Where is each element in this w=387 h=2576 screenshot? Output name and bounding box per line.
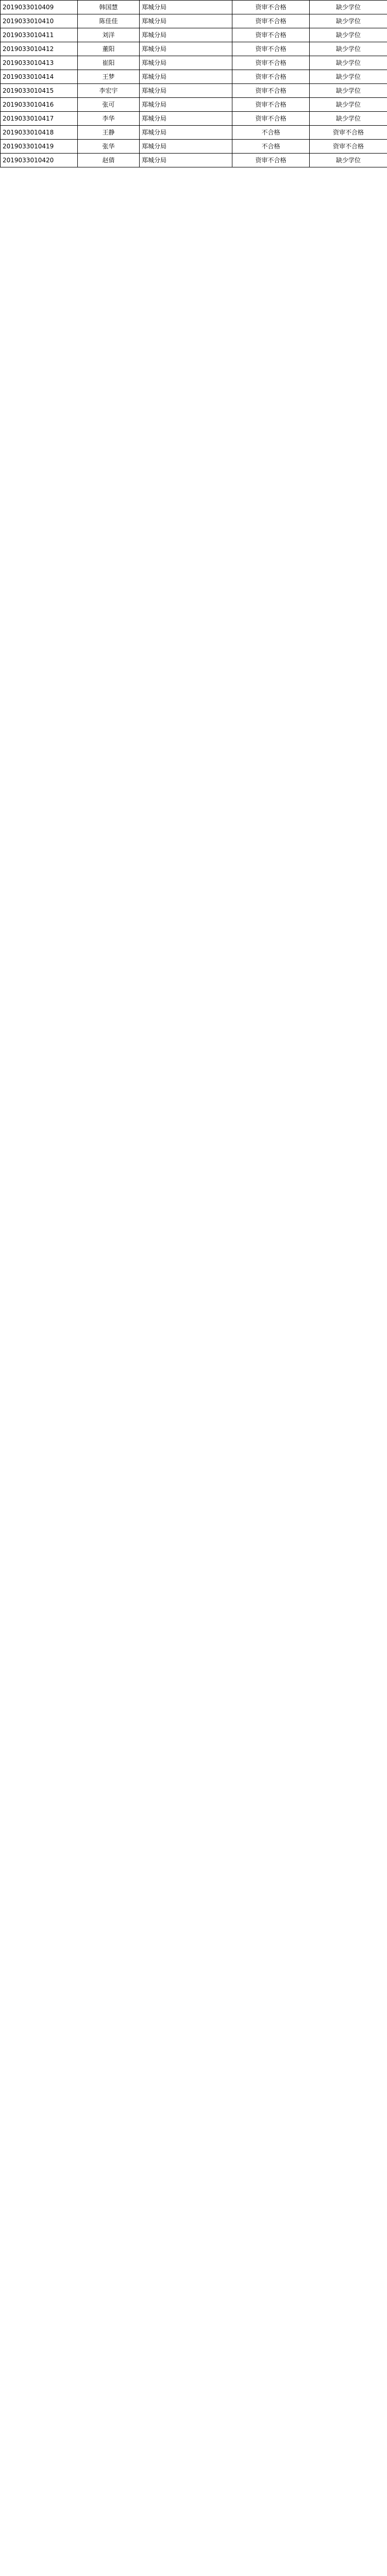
candidate-name-cell: 董阳 [78, 42, 140, 56]
table-row [1, 112, 387, 126]
candidate-name-cell: 陈佳佳 [78, 14, 140, 28]
remark-cell: 缺少学位 [310, 98, 387, 112]
table-row [1, 98, 387, 112]
unit-cell: 郑城分局 [140, 126, 232, 140]
exam-number-cell: 2019033010415 [1, 84, 78, 98]
unit-cell: 郑城分局 [140, 42, 232, 56]
exam-number-cell: 2019033010409 [1, 1, 78, 14]
exam-number-cell: 2019033010411 [1, 28, 78, 42]
exam-number-cell: 2019033010419 [1, 140, 78, 154]
remark-cell: 缺少学位 [310, 1, 387, 14]
table-row [1, 84, 387, 98]
exam-number-cell: 2019033010414 [1, 70, 78, 84]
candidate-name-cell: 韩国慧 [78, 1, 140, 14]
result-cell: 不合格 [232, 126, 310, 140]
result-cell: 资审不合格 [232, 98, 310, 112]
result-cell: 不合格 [232, 140, 310, 154]
remark-cell: 缺少学位 [310, 42, 387, 56]
unit-cell: 郑城分局 [140, 154, 232, 167]
results-table-body [1, 1, 387, 167]
candidate-name-cell: 王静 [78, 126, 140, 140]
candidate-name-cell: 刘洋 [78, 28, 140, 42]
exam-number-cell: 2019033010417 [1, 112, 78, 126]
table-row [1, 42, 387, 56]
unit-cell: 郑城分局 [140, 70, 232, 84]
remark-cell: 缺少学位 [310, 84, 387, 98]
table-row [1, 126, 387, 140]
candidate-name-cell: 赵倩 [78, 154, 140, 167]
exam-number-cell: 2019033010412 [1, 42, 78, 56]
candidate-name-cell: 李宏宇 [78, 84, 140, 98]
exam-number-cell: 2019033010413 [1, 56, 78, 70]
table-row [1, 70, 387, 84]
result-cell: 资审不合格 [232, 84, 310, 98]
unit-cell: 郑城分局 [140, 14, 232, 28]
remark-cell: 缺少学位 [310, 56, 387, 70]
remark-cell: 资审不合格 [310, 140, 387, 154]
results-table [0, 0, 387, 167]
table-row [1, 56, 387, 70]
table-row [1, 154, 387, 167]
candidate-name-cell: 崔阳 [78, 56, 140, 70]
table-row [1, 28, 387, 42]
remark-cell: 缺少学位 [310, 28, 387, 42]
unit-cell: 郑城分局 [140, 1, 232, 14]
remark-cell: 缺少学位 [310, 112, 387, 126]
remark-cell: 缺少学位 [310, 154, 387, 167]
result-cell: 资审不合格 [232, 56, 310, 70]
table-row [1, 140, 387, 154]
unit-cell: 郑城分局 [140, 98, 232, 112]
candidate-name-cell: 王梦 [78, 70, 140, 84]
result-cell: 资审不合格 [232, 70, 310, 84]
result-cell: 资审不合格 [232, 112, 310, 126]
exam-number-cell: 2019033010418 [1, 126, 78, 140]
table-row [1, 14, 387, 28]
unit-cell: 郑城分局 [140, 28, 232, 42]
unit-cell: 郑城分局 [140, 56, 232, 70]
exam-number-cell: 2019033010420 [1, 154, 78, 167]
unit-cell: 郑城分局 [140, 140, 232, 154]
remark-cell: 缺少学位 [310, 14, 387, 28]
unit-cell: 郑城分局 [140, 84, 232, 98]
table-row [1, 1, 387, 14]
result-cell: 资审不合格 [232, 14, 310, 28]
result-cell: 资审不合格 [232, 28, 310, 42]
candidate-name-cell: 张华 [78, 140, 140, 154]
unit-cell: 郑城分局 [140, 112, 232, 126]
candidate-name-cell: 张可 [78, 98, 140, 112]
candidate-name-cell: 李华 [78, 112, 140, 126]
exam-number-cell: 2019033010410 [1, 14, 78, 28]
exam-number-cell: 2019033010416 [1, 98, 78, 112]
remark-cell: 资审不合格 [310, 126, 387, 140]
result-cell: 资审不合格 [232, 1, 310, 14]
result-cell: 资审不合格 [232, 154, 310, 167]
remark-cell: 缺少学位 [310, 70, 387, 84]
result-cell: 资审不合格 [232, 42, 310, 56]
